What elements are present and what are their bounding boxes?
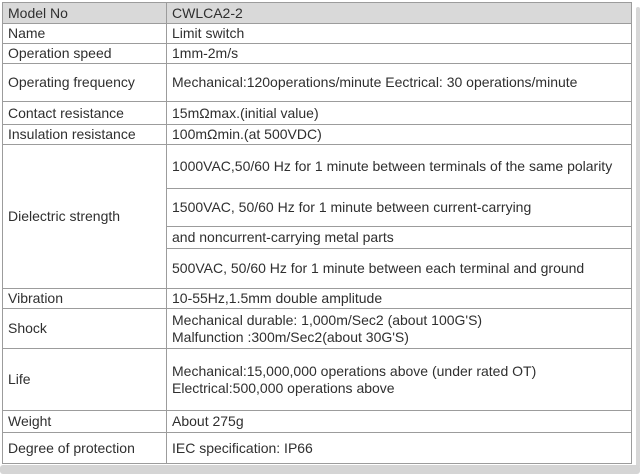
table-row-operation-speed	[3, 44, 632, 64]
spec-label: Name	[3, 24, 167, 44]
spec-label: Insulation resistance	[3, 125, 167, 145]
spec-value: IEC specification: IP66	[167, 433, 632, 464]
spec-label: Weight	[3, 411, 167, 433]
spec-value: and noncurrent-carrying metal parts	[167, 227, 632, 249]
table-row-operating-frequency	[3, 64, 632, 102]
spec-label: Model No	[3, 3, 167, 24]
table-row-insulation-resistance	[3, 125, 632, 145]
spec-table	[2, 2, 632, 464]
spec-value: Limit switch	[167, 24, 632, 44]
spec-value: CWLCA2-2	[167, 3, 632, 24]
page-background	[0, 2, 640, 476]
spec-label: Vibration	[3, 289, 167, 309]
table-row-dielectric-strength	[3, 145, 632, 189]
spec-label: Life	[3, 349, 167, 411]
container-border-bottom	[0, 465, 640, 474]
spec-value: About 275g	[167, 411, 632, 433]
spec-label: Dielectric strength	[3, 145, 167, 289]
spec-value-line: Electrical:500,000 operations above	[172, 379, 395, 396]
spec-value: 1000VAC,50/60 Hz for 1 minute between terminals of the same polarity	[167, 145, 632, 189]
spec-value: 1500VAC, 50/60 Hz for 1 minute between current-carrying	[167, 189, 632, 227]
table-row-weight	[3, 411, 632, 433]
table-row-degree-of-protection	[3, 433, 632, 464]
spec-label: Degree of protection	[3, 433, 167, 464]
spec-value	[167, 349, 632, 411]
table-row-life	[3, 349, 632, 411]
spec-value: 500VAC, 50/60 Hz for 1 minute between each terminal and ground	[167, 249, 632, 289]
table-row-shock	[3, 309, 632, 349]
spec-label: Operating frequency	[3, 64, 167, 102]
spec-value: 15mΩmax.(initial value)	[167, 102, 632, 125]
spec-label: Contact resistance	[3, 102, 167, 125]
table-row-name	[3, 24, 632, 44]
spec-value-line: Mechanical:15,000,000 operations above (under rated OT)	[172, 362, 537, 379]
spec-value: 1mm-2m/s	[167, 44, 632, 64]
spec-label: Operation speed	[3, 44, 167, 64]
spec-value: 10-55Hz,1.5mm double amplitude	[167, 289, 632, 309]
spec-value: Mechanical:120operations/minute Eectrical: 30 operations/minute	[167, 64, 632, 102]
table-row-contact-resistance	[3, 102, 632, 125]
spec-value-line: Malfunction :300m/Sec2(about 30G'S)	[172, 328, 409, 345]
spec-label: Shock	[3, 309, 167, 349]
container-border-right	[636, 7, 640, 468]
table-row-vibration	[3, 289, 632, 309]
table-row-model-no	[3, 3, 632, 24]
spec-value-line: Mechanical durable: 1,000m/Sec2 (about 100G'S)	[172, 311, 483, 328]
spec-value: 100mΩmin.(at 500VDC)	[167, 125, 632, 145]
spec-value	[167, 309, 632, 349]
